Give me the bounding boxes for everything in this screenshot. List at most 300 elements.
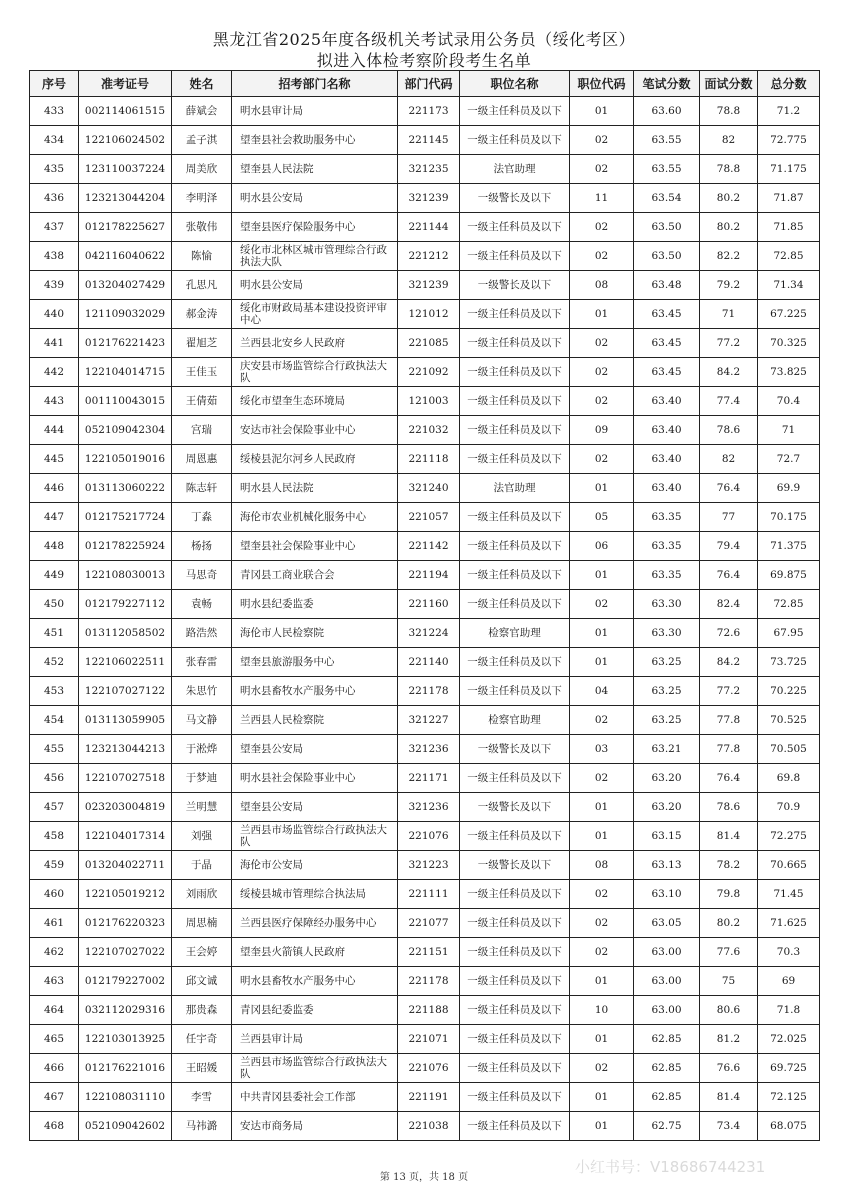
cell-seq: 445	[30, 445, 79, 474]
cell-seq: 437	[30, 213, 79, 242]
cell-interview-score: 78.8	[700, 155, 758, 184]
cell-total-score: 72.275	[758, 822, 820, 851]
cell-written-score: 63.10	[634, 880, 700, 909]
cell-dept-code: 321224	[398, 619, 460, 648]
cell-interview-score: 79.2	[700, 271, 758, 300]
table-row	[30, 1025, 820, 1054]
cell-interview-score: 77.6	[700, 938, 758, 967]
cell-dept: 望奎县旅游服务中心	[232, 648, 398, 677]
table-row	[30, 1054, 820, 1083]
cell-dept-code: 221194	[398, 561, 460, 590]
table-row	[30, 126, 820, 155]
cell-exam-id: 122104017314	[79, 822, 172, 851]
cell-position-code: 02	[570, 358, 634, 387]
cell-written-score: 63.60	[634, 97, 700, 126]
cell-name: 杨扬	[172, 532, 232, 561]
cell-exam-id: 122106024502	[79, 126, 172, 155]
cell-seq: 433	[30, 97, 79, 126]
table-row	[30, 938, 820, 967]
cell-position: 一级主任科员及以下	[460, 300, 570, 329]
cell-position: 一级主任科员及以下	[460, 1112, 570, 1141]
cell-position: 检察官助理	[460, 706, 570, 735]
cell-exam-id: 012176220323	[79, 909, 172, 938]
cell-written-score: 62.85	[634, 1054, 700, 1083]
cell-total-score: 67.95	[758, 619, 820, 648]
cell-seq: 448	[30, 532, 79, 561]
cell-written-score: 63.55	[634, 126, 700, 155]
cell-dept: 明水县人民法院	[232, 474, 398, 503]
cell-dept-code: 221145	[398, 126, 460, 155]
cell-name: 张春雷	[172, 648, 232, 677]
cell-total-score: 70.3	[758, 938, 820, 967]
cell-position-code: 11	[570, 184, 634, 213]
cell-position: 一级主任科员及以下	[460, 242, 570, 271]
cell-interview-score: 78.2	[700, 851, 758, 880]
table-row	[30, 677, 820, 706]
cell-position: 一级主任科员及以下	[460, 822, 570, 851]
cell-position-code: 04	[570, 677, 634, 706]
table-row	[30, 242, 820, 271]
cell-position-code: 01	[570, 1112, 634, 1141]
cell-seq: 434	[30, 126, 79, 155]
cell-total-score: 71.375	[758, 532, 820, 561]
table-row	[30, 561, 820, 590]
cell-name: 于淞烨	[172, 735, 232, 764]
cell-name: 郝金涛	[172, 300, 232, 329]
cell-interview-score: 82	[700, 126, 758, 155]
cell-name: 兰明慧	[172, 793, 232, 822]
cell-exam-id: 122107027122	[79, 677, 172, 706]
cell-written-score: 63.25	[634, 706, 700, 735]
cell-exam-id: 052109042602	[79, 1112, 172, 1141]
cell-dept: 安达市社会保险事业中心	[232, 416, 398, 445]
cell-dept: 绥棱县城市管理综合执法局	[232, 880, 398, 909]
cell-dept-code: 221160	[398, 590, 460, 619]
cell-position-code: 02	[570, 155, 634, 184]
cell-position: 一级主任科员及以下	[460, 677, 570, 706]
cell-dept: 明水县审计局	[232, 97, 398, 126]
header-written-score: 笔试分数	[634, 71, 700, 97]
cell-dept: 兰西县医疗保障经办服务中心	[232, 909, 398, 938]
cell-dept: 明水县畜牧水产服务中心	[232, 677, 398, 706]
cell-total-score: 70.9	[758, 793, 820, 822]
cell-written-score: 63.35	[634, 503, 700, 532]
cell-total-score: 71.87	[758, 184, 820, 213]
cell-dept-code: 321223	[398, 851, 460, 880]
cell-interview-score: 76.6	[700, 1054, 758, 1083]
cell-seq: 438	[30, 242, 79, 271]
cell-interview-score: 76.4	[700, 561, 758, 590]
cell-interview-score: 82	[700, 445, 758, 474]
cell-total-score: 72.7	[758, 445, 820, 474]
cell-dept: 绥棱县泥尔河乡人民政府	[232, 445, 398, 474]
cell-position-code: 08	[570, 271, 634, 300]
cell-name: 周恩惠	[172, 445, 232, 474]
cell-exam-id: 122104014715	[79, 358, 172, 387]
table-row	[30, 358, 820, 387]
cell-dept: 望奎县社会救助服务中心	[232, 126, 398, 155]
cell-position: 一级主任科员及以下	[460, 97, 570, 126]
cell-seq: 443	[30, 387, 79, 416]
table-row	[30, 97, 820, 126]
cell-interview-score: 82.2	[700, 242, 758, 271]
cell-total-score: 72.85	[758, 590, 820, 619]
cell-total-score: 73.825	[758, 358, 820, 387]
cell-written-score: 63.00	[634, 996, 700, 1025]
cell-interview-score: 76.4	[700, 474, 758, 503]
cell-position: 一级主任科员及以下	[460, 1054, 570, 1083]
cell-total-score: 71.34	[758, 271, 820, 300]
cell-name: 马文静	[172, 706, 232, 735]
cell-total-score: 71.2	[758, 97, 820, 126]
cell-interview-score: 80.2	[700, 909, 758, 938]
cell-position: 一级主任科员及以下	[460, 590, 570, 619]
cell-interview-score: 80.6	[700, 996, 758, 1025]
header-name: 姓名	[172, 71, 232, 97]
cell-name: 那贵森	[172, 996, 232, 1025]
cell-dept: 明水县畜牧水产服务中心	[232, 967, 398, 996]
cell-seq: 462	[30, 938, 79, 967]
cell-dept-code: 221188	[398, 996, 460, 1025]
cell-dept-code: 221032	[398, 416, 460, 445]
cell-seq: 464	[30, 996, 79, 1025]
cell-dept-code: 121003	[398, 387, 460, 416]
cell-dept: 望奎县社会保险事业中心	[232, 532, 398, 561]
cell-dept-code: 221151	[398, 938, 460, 967]
cell-dept-code: 221144	[398, 213, 460, 242]
cell-exam-id: 052109042304	[79, 416, 172, 445]
cell-position: 一级主任科员及以下	[460, 329, 570, 358]
cell-position-code: 02	[570, 387, 634, 416]
cell-seq: 456	[30, 764, 79, 793]
cell-dept: 望奎县人民法院	[232, 155, 398, 184]
cell-seq: 436	[30, 184, 79, 213]
cell-dept: 兰西县北安乡人民政府	[232, 329, 398, 358]
cell-name: 王会婷	[172, 938, 232, 967]
cell-position: 一级主任科员及以下	[460, 967, 570, 996]
cell-exam-id: 122103013925	[79, 1025, 172, 1054]
table-row	[30, 996, 820, 1025]
cell-exam-id: 013113060222	[79, 474, 172, 503]
cell-written-score: 63.20	[634, 793, 700, 822]
cell-exam-id: 012178225924	[79, 532, 172, 561]
cell-dept: 望奎县公安局	[232, 793, 398, 822]
cell-position: 法官助理	[460, 155, 570, 184]
cell-interview-score: 73.4	[700, 1112, 758, 1141]
cell-exam-id: 002114061515	[79, 97, 172, 126]
cell-dept: 明水县纪委监委	[232, 590, 398, 619]
cell-position-code: 01	[570, 300, 634, 329]
cell-dept: 海伦市公安局	[232, 851, 398, 880]
cell-position: 一级主任科员及以下	[460, 126, 570, 155]
cell-exam-id: 013204022711	[79, 851, 172, 880]
cell-exam-id: 001110043015	[79, 387, 172, 416]
cell-dept: 绥化市北林区城市管理综合行政执法大队	[232, 242, 398, 271]
cell-position: 一级主任科员及以下	[460, 648, 570, 677]
cell-name: 李雪	[172, 1083, 232, 1112]
cell-name: 马思奇	[172, 561, 232, 590]
cell-dept-code: 221057	[398, 503, 460, 532]
cell-position-code: 01	[570, 619, 634, 648]
cell-position-code: 01	[570, 1025, 634, 1054]
cell-exam-id: 122105019016	[79, 445, 172, 474]
cell-dept: 海伦市农业机械化服务中心	[232, 503, 398, 532]
cell-dept-code: 221140	[398, 648, 460, 677]
table-row	[30, 503, 820, 532]
cell-dept: 庆安县市场监管综合行政执法大队	[232, 358, 398, 387]
cell-interview-score: 76.4	[700, 764, 758, 793]
cell-position: 一级主任科员及以下	[460, 764, 570, 793]
cell-position-code: 01	[570, 474, 634, 503]
cell-name: 邱文诚	[172, 967, 232, 996]
cell-total-score: 70.525	[758, 706, 820, 735]
table-body	[30, 97, 820, 1141]
cell-written-score: 63.40	[634, 474, 700, 503]
cell-name: 王佳玉	[172, 358, 232, 387]
cell-dept-code: 121012	[398, 300, 460, 329]
cell-name: 宫瑞	[172, 416, 232, 445]
cell-exam-id: 012176221016	[79, 1054, 172, 1083]
cell-position-code: 02	[570, 590, 634, 619]
cell-seq: 452	[30, 648, 79, 677]
cell-interview-score: 77.2	[700, 677, 758, 706]
cell-position: 一级主任科员及以下	[460, 503, 570, 532]
cell-total-score: 71	[758, 416, 820, 445]
cell-position-code: 02	[570, 329, 634, 358]
cell-exam-id: 122108031110	[79, 1083, 172, 1112]
cell-position: 一级警长及以下	[460, 793, 570, 822]
header-position: 职位名称	[460, 71, 570, 97]
cell-seq: 444	[30, 416, 79, 445]
header-total-score: 总分数	[758, 71, 820, 97]
cell-total-score: 72.775	[758, 126, 820, 155]
cell-position-code: 03	[570, 735, 634, 764]
cell-position-code: 08	[570, 851, 634, 880]
cell-written-score: 63.00	[634, 967, 700, 996]
cell-total-score: 69.8	[758, 764, 820, 793]
cell-seq: 435	[30, 155, 79, 184]
cell-position-code: 10	[570, 996, 634, 1025]
cell-exam-id: 121109032029	[79, 300, 172, 329]
cell-dept: 中共青冈县委社会工作部	[232, 1083, 398, 1112]
table-row	[30, 1083, 820, 1112]
cell-dept-code: 221178	[398, 677, 460, 706]
cell-dept: 兰西县市场监管综合行政执法大队	[232, 1054, 398, 1083]
cell-seq: 468	[30, 1112, 79, 1141]
table-row	[30, 387, 820, 416]
cell-position-code: 02	[570, 126, 634, 155]
cell-exam-id: 123213044204	[79, 184, 172, 213]
cell-dept: 兰西县市场监管综合行政执法大队	[232, 822, 398, 851]
cell-dept: 兰西县审计局	[232, 1025, 398, 1054]
cell-dept: 望奎县公安局	[232, 735, 398, 764]
table-row	[30, 590, 820, 619]
cell-dept: 绥化市望奎生态环境局	[232, 387, 398, 416]
cell-written-score: 62.75	[634, 1112, 700, 1141]
cell-position-code: 01	[570, 822, 634, 851]
cell-position: 一级主任科员及以下	[460, 1025, 570, 1054]
cell-total-score: 69	[758, 967, 820, 996]
cell-interview-score: 77.8	[700, 735, 758, 764]
cell-interview-score: 77	[700, 503, 758, 532]
cell-name: 周思楠	[172, 909, 232, 938]
candidate-table	[29, 70, 820, 1141]
header-interview-score: 面试分数	[700, 71, 758, 97]
cell-written-score: 63.25	[634, 677, 700, 706]
cell-seq: 440	[30, 300, 79, 329]
cell-written-score: 63.48	[634, 271, 700, 300]
cell-position-code: 05	[570, 503, 634, 532]
cell-exam-id: 042116040622	[79, 242, 172, 271]
cell-dept-code: 221191	[398, 1083, 460, 1112]
cell-seq: 458	[30, 822, 79, 851]
cell-total-score: 71.8	[758, 996, 820, 1025]
cell-dept-code: 221076	[398, 822, 460, 851]
cell-total-score: 71.175	[758, 155, 820, 184]
cell-total-score: 70.505	[758, 735, 820, 764]
cell-seq: 453	[30, 677, 79, 706]
cell-seq: 460	[30, 880, 79, 909]
table-row	[30, 445, 820, 474]
header-dept: 招考部门名称	[232, 71, 398, 97]
cell-exam-id: 123213044213	[79, 735, 172, 764]
cell-seq: 449	[30, 561, 79, 590]
cell-dept-code: 321239	[398, 271, 460, 300]
cell-position: 一级主任科员及以下	[460, 358, 570, 387]
cell-written-score: 63.55	[634, 155, 700, 184]
cell-name: 路浩然	[172, 619, 232, 648]
cell-interview-score: 79.8	[700, 880, 758, 909]
cell-dept-code: 321236	[398, 735, 460, 764]
cell-dept: 海伦市人民检察院	[232, 619, 398, 648]
cell-position: 一级主任科员及以下	[460, 416, 570, 445]
cell-exam-id: 012179227112	[79, 590, 172, 619]
cell-name: 周美欣	[172, 155, 232, 184]
cell-interview-score: 77.2	[700, 329, 758, 358]
cell-dept-code: 321239	[398, 184, 460, 213]
cell-dept-code: 321235	[398, 155, 460, 184]
cell-name: 刘雨欣	[172, 880, 232, 909]
cell-name: 袁畅	[172, 590, 232, 619]
cell-name: 李明泽	[172, 184, 232, 213]
cell-dept: 青冈县纪委监委	[232, 996, 398, 1025]
table-header-row	[30, 71, 820, 97]
cell-total-score: 69.725	[758, 1054, 820, 1083]
cell-total-score: 71.625	[758, 909, 820, 938]
cell-interview-score: 71	[700, 300, 758, 329]
cell-dept-code: 221178	[398, 967, 460, 996]
cell-written-score: 63.50	[634, 213, 700, 242]
cell-dept: 青冈县工商业联合会	[232, 561, 398, 590]
document-title: 黑龙江省2025年度各级机关考试录用公务员（绥化考区）	[212, 30, 636, 49]
table-row	[30, 648, 820, 677]
cell-written-score: 63.45	[634, 358, 700, 387]
cell-seq: 450	[30, 590, 79, 619]
cell-position: 一级主任科员及以下	[460, 561, 570, 590]
cell-total-score: 72.85	[758, 242, 820, 271]
table-row	[30, 300, 820, 329]
cell-interview-score: 84.2	[700, 358, 758, 387]
cell-position: 一级主任科员及以下	[460, 532, 570, 561]
cell-seq: 457	[30, 793, 79, 822]
cell-exam-id: 012175217724	[79, 503, 172, 532]
cell-position: 一级主任科员及以下	[460, 909, 570, 938]
cell-total-score: 70.665	[758, 851, 820, 880]
cell-position-code: 01	[570, 648, 634, 677]
cell-position: 一级主任科员及以下	[460, 1083, 570, 1112]
cell-dept: 明水县社会保险事业中心	[232, 764, 398, 793]
cell-dept-code: 221171	[398, 764, 460, 793]
cell-written-score: 63.35	[634, 561, 700, 590]
cell-written-score: 63.45	[634, 329, 700, 358]
cell-seq: 466	[30, 1054, 79, 1083]
cell-seq: 441	[30, 329, 79, 358]
header-position-code: 职位代码	[570, 71, 634, 97]
cell-dept-code: 221118	[398, 445, 460, 474]
cell-total-score: 70.4	[758, 387, 820, 416]
cell-name: 王倩茹	[172, 387, 232, 416]
cell-position: 一级主任科员及以下	[460, 387, 570, 416]
table-row	[30, 1112, 820, 1141]
page-footer: 第 13 页，共 18 页	[379, 1172, 469, 1183]
cell-name: 孔思凡	[172, 271, 232, 300]
cell-position-code: 06	[570, 532, 634, 561]
cell-total-score: 71.85	[758, 213, 820, 242]
table-row	[30, 880, 820, 909]
cell-seq: 442	[30, 358, 79, 387]
cell-position: 一级主任科员及以下	[460, 213, 570, 242]
cell-interview-score: 81.4	[700, 822, 758, 851]
cell-interview-score: 77.8	[700, 706, 758, 735]
cell-exam-id: 122107027518	[79, 764, 172, 793]
cell-name: 马祎潞	[172, 1112, 232, 1141]
cell-written-score: 63.54	[634, 184, 700, 213]
table-row	[30, 909, 820, 938]
cell-name: 翟旭芝	[172, 329, 232, 358]
cell-interview-score: 75	[700, 967, 758, 996]
cell-total-score: 70.175	[758, 503, 820, 532]
cell-interview-score: 77.4	[700, 387, 758, 416]
cell-total-score: 72.125	[758, 1083, 820, 1112]
header-dept-code: 部门代码	[398, 71, 460, 97]
table-row	[30, 851, 820, 880]
cell-written-score: 62.85	[634, 1083, 700, 1112]
watermark: 小红书号：V18686744231	[575, 1158, 766, 1176]
cell-position: 一级主任科员及以下	[460, 996, 570, 1025]
cell-dept: 绥化市财政局基本建设投资评审中心	[232, 300, 398, 329]
cell-dept-code: 221076	[398, 1054, 460, 1083]
cell-dept: 安达市商务局	[232, 1112, 398, 1141]
cell-exam-id: 013112058502	[79, 619, 172, 648]
cell-interview-score: 82.4	[700, 590, 758, 619]
table-row	[30, 213, 820, 242]
cell-seq: 459	[30, 851, 79, 880]
table-row	[30, 155, 820, 184]
table-row	[30, 184, 820, 213]
cell-exam-id: 123110037224	[79, 155, 172, 184]
table-row	[30, 619, 820, 648]
cell-seq: 465	[30, 1025, 79, 1054]
cell-exam-id: 032112029316	[79, 996, 172, 1025]
cell-position: 一级警长及以下	[460, 184, 570, 213]
cell-written-score: 63.50	[634, 242, 700, 271]
cell-exam-id: 122105019212	[79, 880, 172, 909]
cell-name: 丁淼	[172, 503, 232, 532]
cell-written-score: 63.40	[634, 445, 700, 474]
cell-written-score: 63.00	[634, 938, 700, 967]
cell-position-code: 09	[570, 416, 634, 445]
cell-name: 王昭媛	[172, 1054, 232, 1083]
